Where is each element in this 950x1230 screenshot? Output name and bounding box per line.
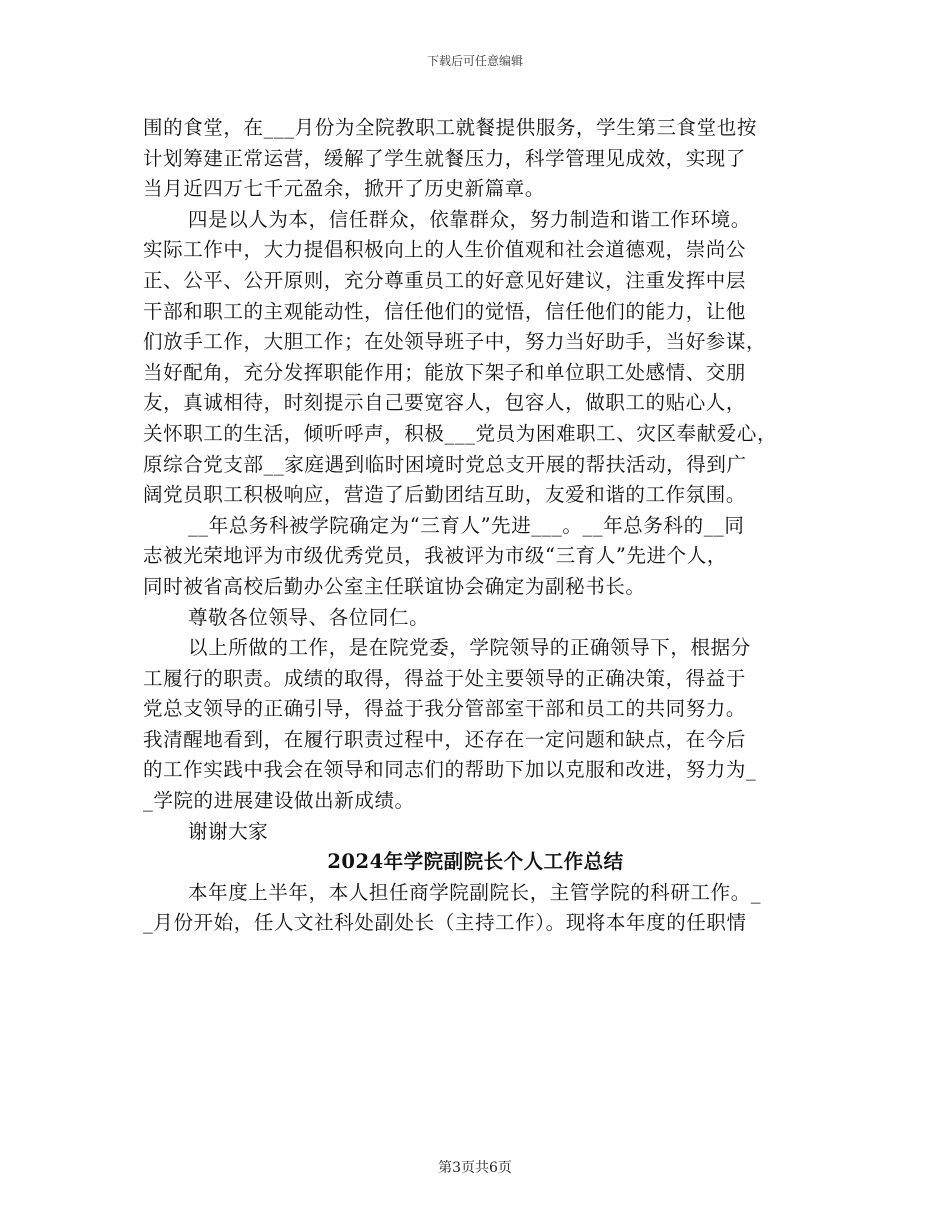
paragraph-line: 正、公平、公开原则，充分尊重员工的好意见好建议，注重发挥中层 xyxy=(143,268,747,292)
paragraph-line: 当好配角，充分发挥职能作用；能放下架子和单位职工处感情、交朋 xyxy=(143,360,747,384)
paragraph-line: _学院的进展建设做出新成绩。 xyxy=(143,789,415,813)
paragraph-line: 友，真诚相待，时刻提示自己要宽容人，包容人，做职工的贴心人， xyxy=(143,391,747,415)
paragraph-line: 志被光荣地评为市级优秀党员，我被评为市级“三育人”先进个人， xyxy=(143,544,727,568)
paragraph-line: 我清醒地看到，在履行职责过程中，还存在一定问题和缺点，在今后 xyxy=(143,727,747,751)
paragraph-line: 尊敬各位领导、各位同仁。 xyxy=(188,605,430,629)
paragraph-line: 实际工作中，大力提倡积极向上的人生价值观和社会道德观，崇尚公 xyxy=(143,238,747,262)
paragraph-line: 四是以人为本，信任群众，依靠群众，努力制造和谐工作环境。 xyxy=(188,207,751,231)
paragraph-line: 同时被省高校后勤办公室主任联谊协会确定为副秘书长。 xyxy=(143,574,646,598)
section-title: 2024年学院副院长个人工作总结 xyxy=(327,850,624,874)
paragraph-line: 原综合党支部__家庭遇到临时困境时党总支开展的帮扶活动，得到广 xyxy=(143,452,747,476)
page-number-footer: 第3页共6页 xyxy=(438,1160,512,1176)
paragraph-line: __年总务科被学院确定为“三育人”先进___。__年总务科的__同 xyxy=(188,513,745,537)
paragraph-line: 以上所做的工作，是在院党委，学院领导的正确领导下，根据分 xyxy=(188,636,751,660)
document-body xyxy=(143,113,808,939)
paragraph-line: 计划筹建正常运营，缓解了学生就餐压力，科学管理见成效，实现了 xyxy=(143,146,747,170)
paragraph-line: 谢谢大家 xyxy=(188,819,269,843)
paragraph-line: 本年度上半年，本人担任商学院副院长，主管学院的科研工作。_ xyxy=(188,880,762,904)
paragraph-line: _月份开始，任人文社科处副处长（主持工作）。现将本年度的任职情 xyxy=(143,911,747,935)
paragraph-line: 当月近四万七千元盈余，掀开了历史新篇章。 xyxy=(143,177,546,201)
paragraph-line: 们放手工作，大胆工作；在处领导班子中，努力当好助手，当好参谋， xyxy=(143,330,767,354)
paragraph-line: 党总支领导的正确引导，得益于我分管部室干部和员工的共同努力。 xyxy=(143,697,747,721)
paragraph-line: 围的食堂，在___月份为全院教职工就餐提供服务，学生第三食堂也按 xyxy=(143,116,757,139)
paragraph-line: 干部和职工的主观能动性，信任他们的觉悟，信任他们的能力，让他 xyxy=(143,299,747,323)
paragraph-line: 阔党员职工积极响应，营造了后勤团结互助，友爱和谐的工作氛围。 xyxy=(143,483,747,507)
paragraph-line: 工履行的职责。成绩的取得，得益于处主要领导的正确决策，得益于 xyxy=(143,666,747,690)
paragraph-line: 关怀职工的生活，倾听呼声，积极___党员为困难职工、灾区奉献爱心， xyxy=(143,421,778,445)
paragraph-line: 的工作实践中我会在领导和同志们的帮助下加以克服和改进，努力为_ xyxy=(143,758,757,782)
page-header-note: 下载后可任意编辑 xyxy=(426,54,523,68)
